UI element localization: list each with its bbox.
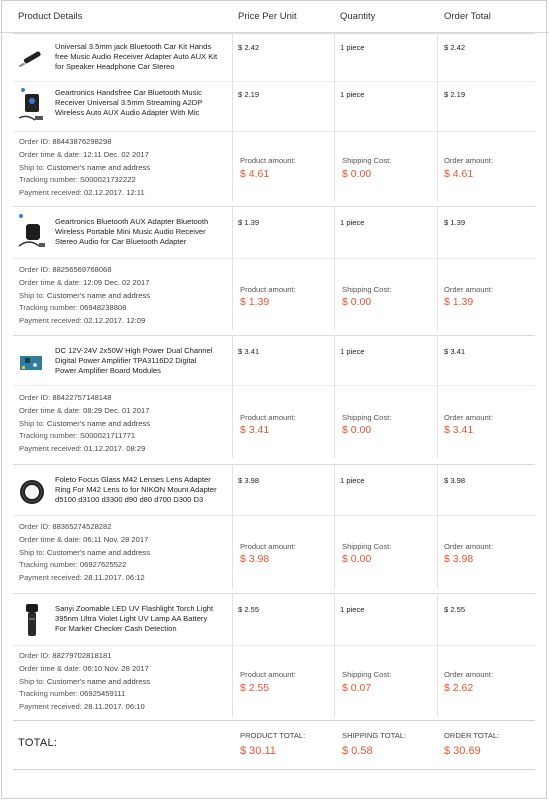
tracking-number[interactable]: S000021732222 — [79, 175, 136, 185]
order-meta: Order ID: 88256569768068 Order time & date: 12:09 Dec. 02 2017 Ship to: Customer's name and address Tracking number: 06948238808 Payment received: 02.12.2017. 12:09 — [19, 265, 151, 326]
order-time: 12:11 Dec. 02 2017 — [83, 149, 149, 159]
quantity: 1 piece — [340, 218, 365, 227]
order-amount-label: Order amount: — [444, 156, 493, 165]
bluetooth-adapter-kit-icon — [17, 86, 47, 126]
order-amount: $ 4.61 — [444, 168, 474, 180]
order-meta: Order ID: 88443876298298 Order time & date: 12:11 Dec. 02 2017 Ship to: Customer's name and address Tracking number: S000021732222 Payment received: 02.12.2017. 12:11 — [19, 137, 151, 198]
divider — [437, 645, 438, 717]
ship-to: Customer's name and address — [46, 547, 151, 557]
amplifier-board-icon — [17, 348, 47, 378]
bluetooth-aux-adapter-icon — [17, 212, 47, 252]
shipping-cost: $ 0.00 — [342, 296, 372, 308]
shipping-cost-label: Shipping Cost: — [342, 542, 392, 551]
tracking-number[interactable]: 06948238808 — [79, 303, 127, 313]
divider — [437, 258, 438, 330]
unit-price: $ 3.98 — [238, 476, 260, 485]
divider — [13, 385, 535, 386]
divider — [334, 81, 335, 131]
quantity: 1 piece — [340, 605, 365, 614]
divider — [334, 335, 335, 385]
order-amount-label: Order amount: — [444, 542, 493, 551]
quantity: 1 piece — [340, 347, 365, 356]
order-id[interactable]: 88279702818181 — [52, 651, 112, 660]
divider — [437, 33, 438, 81]
divider — [13, 206, 535, 207]
divider — [232, 131, 233, 201]
tracking-number[interactable]: 06927625522 — [79, 560, 127, 570]
order-amount: $ 3.98 — [444, 553, 474, 565]
divider — [232, 385, 233, 458]
product-amount-label: Product amount: — [240, 542, 296, 551]
tracking-number[interactable]: S000021711771 — [79, 431, 136, 441]
divider — [437, 335, 438, 385]
unit-price: $ 2.42 — [238, 43, 260, 52]
divider — [13, 33, 535, 34]
header-price-per-unit: Price Per Unit — [238, 11, 297, 22]
shipping-cost: $ 0.07 — [342, 682, 372, 694]
order-amount-label: Order amount: — [444, 413, 493, 422]
divider — [437, 131, 438, 201]
divider — [232, 593, 233, 645]
order-meta: Order ID: 88365274528282 Order time & date: 06:11 Nov. 28 2017 Ship to: Customer's name and address Tracking number: 06927625522 Payment received: 28.11.2017. 06:12 — [19, 522, 151, 583]
product-amount: $ 2.55 — [240, 682, 270, 694]
product-amount-label: Product amount: — [240, 156, 296, 165]
header-quantity: Quantity — [340, 11, 376, 22]
order-amount-label: Order amount: — [444, 670, 493, 679]
shipping-cost-label: Shipping Cost: — [342, 156, 392, 165]
product-amount: $ 4.61 — [240, 168, 270, 180]
shipping-cost: $ 0.00 — [342, 553, 372, 565]
unit-price: $ 1.39 — [238, 218, 260, 227]
product-title[interactable]: DC 12V-24V 2x50W High Power Dual Channel Digital Power Amplifier TPA3116D2 Digital Power Amplifier Board Modules — [55, 346, 213, 375]
order-amount: $ 3.41 — [444, 424, 474, 436]
divider — [232, 258, 233, 330]
order-time: 08:29 Dec. 01 2017 — [83, 405, 150, 415]
divider — [232, 335, 233, 385]
divider — [232, 81, 233, 131]
divider — [334, 593, 335, 645]
shipping-cost-label: Shipping Cost: — [342, 670, 392, 679]
quantity: 1 piece — [340, 43, 365, 52]
divider — [232, 645, 233, 717]
divider — [437, 81, 438, 131]
total-label: TOTAL: — [18, 737, 58, 749]
unit-price: $ 3.41 — [238, 347, 260, 356]
order-meta: Order ID: 88422757148148 Order time & date: 08:29 Dec. 01 2017 Ship to: Customer's name and address Tracking number: S000021711771 Payment received: 01.12.2017. 08:29 — [19, 393, 151, 454]
order-time: 06:11 Nov. 28 2017 — [83, 534, 149, 544]
ship-to: Customer's name and address — [46, 676, 151, 686]
divider — [232, 33, 233, 81]
order-amount: $ 2.62 — [444, 682, 474, 694]
order-total-label: ORDER TOTAL: — [444, 731, 500, 740]
shipping-cost: $ 0.00 — [342, 424, 372, 436]
divider — [334, 258, 335, 330]
divider — [334, 645, 335, 717]
bluetooth-receiver-icon — [17, 42, 47, 72]
payment-received: 28.11.2017. 06:12 — [84, 573, 145, 583]
payment-received: 02.12.2017. 12:09 — [84, 316, 146, 326]
divider — [437, 206, 438, 258]
table-header — [0, 0, 549, 33]
divider — [13, 464, 535, 465]
divider — [13, 81, 535, 82]
order-amount: $ 1.39 — [444, 296, 474, 308]
divider — [437, 464, 438, 515]
ship-to: Customer's name and address — [46, 418, 151, 428]
unit-price: $ 2.55 — [238, 605, 260, 614]
product-title[interactable]: Universal 3.5mm jack Bluetooth Car Kit Hands free Music Audio Receiver Adapter Auto AUX Kit for Speaker Headphone Car Stereo — [55, 42, 218, 71]
divider — [13, 131, 535, 132]
product-amount: $ 3.98 — [240, 553, 270, 565]
product-amount: $ 1.39 — [240, 296, 270, 308]
lens-adapter-ring-icon — [17, 477, 47, 507]
shipping-total: $ 0.58 — [342, 745, 373, 757]
product-title[interactable]: Geartronics Handsfree Car Bluetooth Music Receiver Universal 3.5mm Streaming A2DP Wireless Auto AUX Audio Adapter With Mic — [55, 88, 203, 117]
uv-flashlight-icon — [17, 600, 47, 640]
order-id[interactable]: 88443876298298 — [52, 137, 112, 146]
divider — [13, 720, 535, 721]
quantity: 1 piece — [340, 476, 365, 485]
order-id[interactable]: 88365274528282 — [52, 522, 112, 531]
shipping-cost: $ 0.00 — [342, 168, 372, 180]
quantity: 1 piece — [340, 90, 365, 99]
shipping-cost-label: Shipping Cost: — [342, 413, 392, 422]
item-total: $ 3.41 — [444, 347, 466, 356]
product-amount-label: Product amount: — [240, 670, 296, 679]
order-meta: Order ID: 88279702818181 Order time & date: 06:10 Nov. 28 2017 Ship to: Customer's name and address Tracking number: 06925459111 Payment received: 28.11.2017. 06:10 — [19, 651, 151, 712]
ship-to: Customer's name and address — [46, 162, 151, 172]
product-amount: $ 3.41 — [240, 424, 270, 436]
item-total: $ 2.55 — [444, 605, 466, 614]
product-title[interactable]: Geartronics Bluetooth AUX Adapter Bluetooth Wireless Portable Mini Music Audio Receiver Stereo Audio for Car Bluetooth Adapter — [55, 217, 209, 246]
divider — [437, 593, 438, 645]
header-order-total: Order Total — [444, 11, 491, 22]
divider — [437, 515, 438, 589]
divider — [334, 33, 335, 81]
payment-received: 02.12.2017. 12:11 — [84, 188, 145, 198]
order-id[interactable]: 88256569768068 — [52, 265, 112, 274]
header-product-details: Product Details — [18, 11, 83, 22]
divider — [13, 593, 535, 594]
payment-received: 28.11.2017. 06:10 — [84, 702, 145, 712]
item-total: $ 2.19 — [444, 90, 466, 99]
shipping-cost-label: Shipping Cost: — [342, 285, 392, 294]
divider — [13, 515, 535, 516]
order-total: $ 30.69 — [444, 745, 481, 757]
item-total: $ 2.42 — [444, 43, 466, 52]
order-time: 06:10 Nov. 28 2017 — [83, 663, 149, 673]
item-total: $ 3.98 — [444, 476, 466, 485]
divider — [13, 335, 535, 336]
divider — [334, 464, 335, 515]
product-title[interactable]: Foleto Focus Glass M42 Lenses Lens Adapter Ring For M42 Lens to for NIKON Mount Adapter d5100 d3100 d3300 d90 d80 d700 D300 D3 — [55, 475, 217, 504]
divider — [334, 515, 335, 589]
shipping-total-label: SHIPPING TOTAL: — [342, 731, 407, 740]
product-amount-label: Product amount: — [240, 413, 296, 422]
product-total: $ 30.11 — [240, 745, 276, 757]
unit-price: $ 2.19 — [238, 90, 260, 99]
product-title[interactable]: Sanyi Zoomable LED UV Flashlight Torch Light 395nm Ultra Violet Light UV Lamp AA Battery For Marker Checker Cash Detection — [55, 604, 214, 633]
divider — [232, 206, 233, 258]
order-time: 12:09 Dec. 02 2017 — [83, 277, 150, 287]
item-total: $ 1.39 — [444, 218, 466, 227]
tracking-number[interactable]: 06925459111 — [79, 689, 126, 699]
divider — [334, 131, 335, 201]
product-amount-label: Product amount: — [240, 285, 296, 294]
divider — [232, 464, 233, 515]
divider — [437, 385, 438, 458]
ship-to: Customer's name and address — [46, 290, 151, 300]
divider — [13, 645, 535, 646]
divider — [13, 258, 535, 259]
divider — [13, 769, 535, 770]
divider — [334, 206, 335, 258]
product-total-label: PRODUCT TOTAL: — [240, 731, 306, 740]
order-id[interactable]: 88422757148148 — [52, 393, 112, 402]
divider — [232, 515, 233, 589]
divider — [334, 385, 335, 458]
order-amount-label: Order amount: — [444, 285, 493, 294]
payment-received: 01.12.2017. 08:29 — [84, 444, 146, 454]
